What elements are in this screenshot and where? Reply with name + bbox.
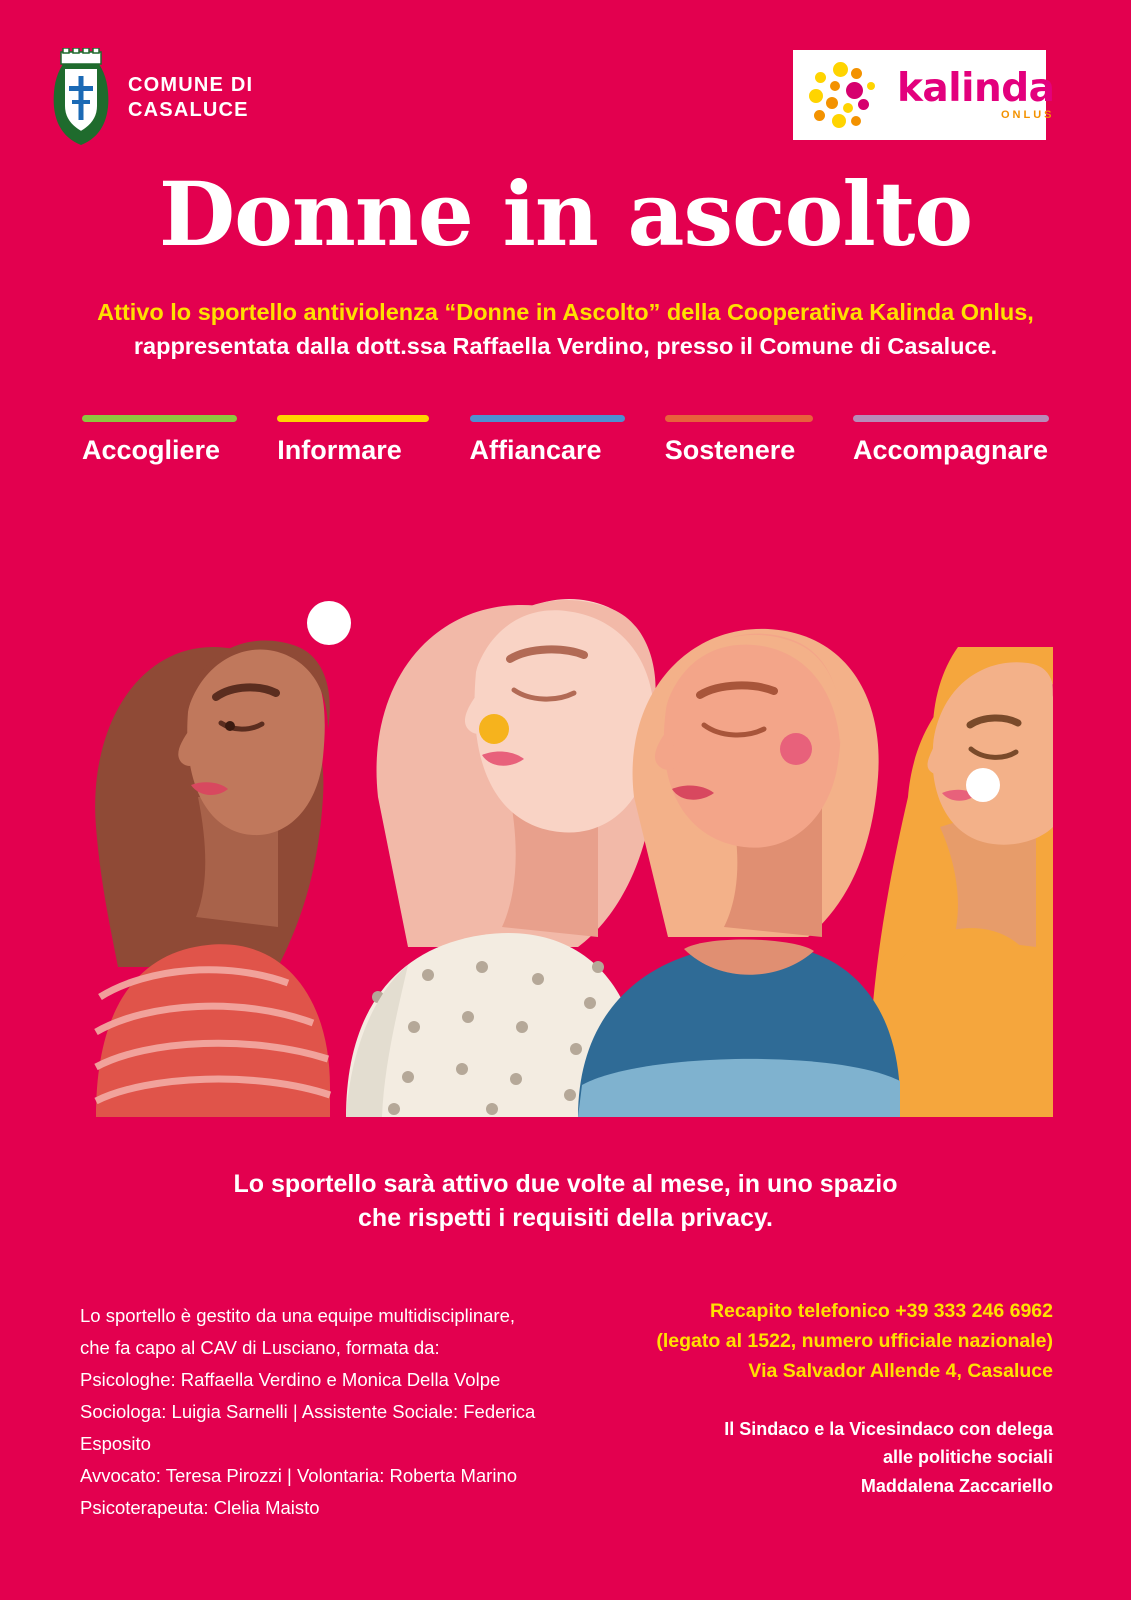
contact-details	[633, 1296, 1053, 1387]
statement-line-1: Lo sportello sarà attivo due volte al mese, in uno spazio	[233, 1170, 898, 1198]
team-line: Psicoterapeuta: Clelia Maisto	[80, 1497, 320, 1518]
contact-note: (legato al 1522, numero ufficiale nazionale)	[656, 1330, 1053, 1353]
keyword-item-accogliere	[82, 415, 237, 466]
partner-name: kalinda	[897, 66, 1055, 111]
signoff-block	[633, 1415, 1053, 1501]
municipality-line-1: COMUNE DI	[128, 74, 254, 96]
signoff-line: Il Sindaco e la Vicesindaco con delega	[724, 1418, 1053, 1439]
team-description	[80, 1300, 600, 1524]
illustration-svg	[78, 497, 1053, 1117]
partner-subtitle: ONLUS	[1001, 109, 1055, 121]
dot-cluster-icon	[807, 60, 891, 130]
municipality-branding	[48, 48, 253, 148]
keyword-bar	[665, 415, 813, 422]
four-women-illustration	[78, 497, 1053, 1117]
keyword-bar	[82, 415, 237, 422]
keyword-item-affiancare	[470, 415, 625, 466]
signoff-line: Maddalena Zaccariello	[860, 1476, 1053, 1497]
partner-logo-text	[897, 66, 1055, 121]
page-title: Donne in ascolto	[158, 162, 973, 266]
keyword-item-accompagnare	[853, 415, 1049, 466]
intro-line-2: rappresentata dalla dott.ssa Raffaella Verdino, presso il Comune di Casaluce.	[133, 333, 998, 360]
team-line: Lo sportello è gestito da una equipe multidisciplinare,	[80, 1305, 516, 1326]
municipality-line-2: CASALUCE	[128, 99, 249, 121]
keyword-label: Informare	[277, 435, 402, 465]
keyword-bar	[470, 415, 625, 422]
keyword-item-informare	[277, 415, 429, 466]
keyword-strip	[82, 415, 1049, 466]
keyword-label: Affiancare	[469, 435, 602, 465]
keyword-bar	[853, 415, 1049, 422]
contact-phone[interactable]: Recapito telefonico +39 333 246 6962	[709, 1300, 1053, 1322]
team-line: che fa capo al CAV di Lusciano, formata da:	[80, 1337, 440, 1358]
contact-address: Via Salvador Allende 4, Casaluce	[748, 1360, 1053, 1383]
keyword-label: Accompagnare	[853, 435, 1049, 465]
coat-of-arms-icon	[48, 48, 114, 148]
keyword-item-sostenere	[665, 415, 813, 466]
service-statement	[0, 1168, 1131, 1236]
team-line: Avvocato: Teresa Pirozzi | Volontaria: Roberta Marino	[80, 1465, 518, 1486]
statement-line-2: che rispetti i requisiti della privacy.	[358, 1203, 773, 1232]
poster-header	[0, 0, 1131, 160]
partner-logo-kalinda	[793, 50, 1055, 140]
intro-paragraph	[0, 295, 1131, 363]
signoff-line: alle politiche sociali	[882, 1447, 1053, 1468]
keyword-bar	[277, 415, 429, 422]
team-line: Sociologa: Luigia Sarnelli | Assistente Sociale: Federica Esposito	[80, 1401, 536, 1454]
keyword-label: Sostenere	[664, 435, 796, 465]
municipality-name	[128, 73, 253, 123]
contact-block	[633, 1296, 1053, 1501]
keyword-label: Accogliere	[82, 435, 221, 465]
team-line: Psicologhe: Raffaella Verdino e Monica Della Volpe	[80, 1369, 501, 1390]
intro-line-1: Attivo lo sportello antiviolenza “Donne in Ascolto” della Cooperativa Kalinda Onlus,	[97, 299, 1034, 325]
